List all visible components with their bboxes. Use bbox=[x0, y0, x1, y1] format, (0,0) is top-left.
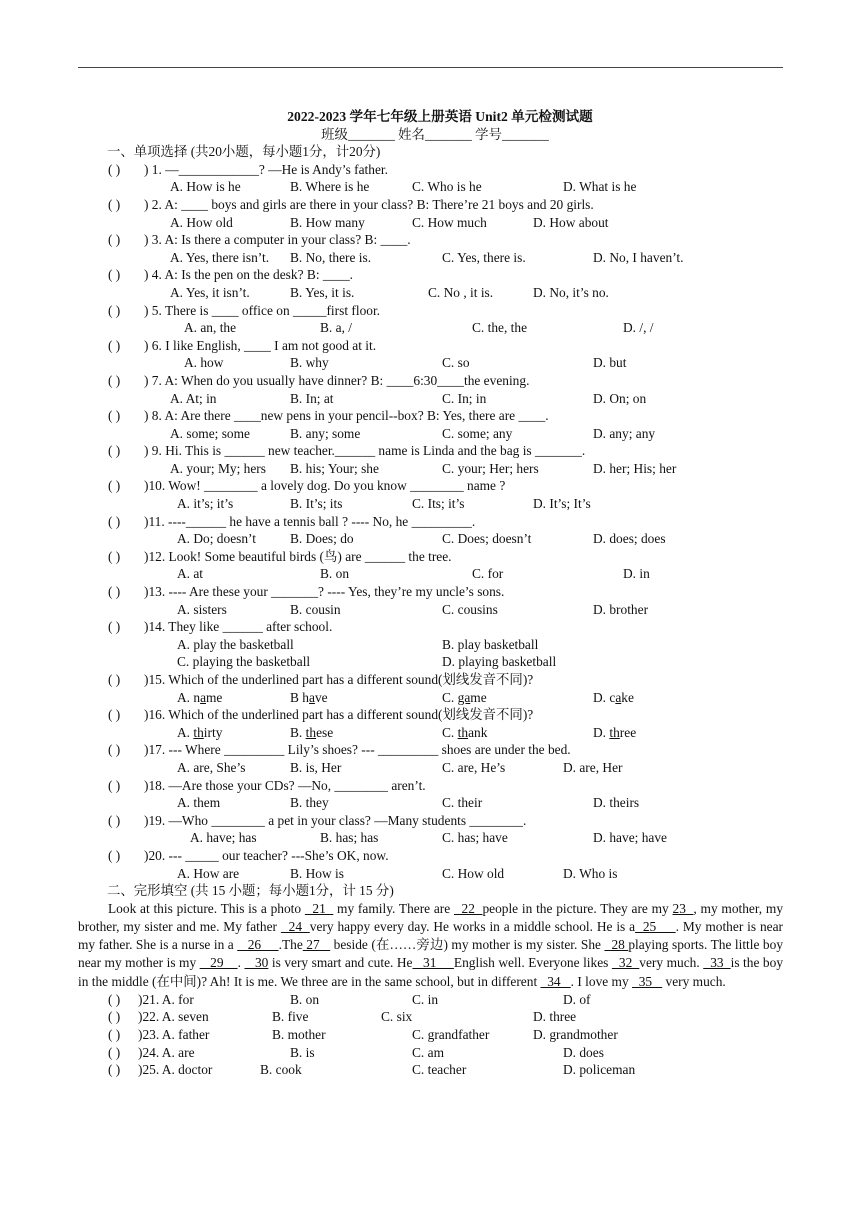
option[interactable]: C. Its; it’s bbox=[412, 496, 465, 512]
question-stem: ) 9. Hi. This is ______ new teacher.______ name is Linda and the bag is _______. bbox=[144, 443, 586, 459]
option[interactable]: )25. A. doctor bbox=[138, 1062, 213, 1078]
option[interactable]: A. have; has bbox=[190, 830, 257, 846]
option[interactable]: A. are, She’s bbox=[177, 759, 246, 775]
option[interactable] bbox=[593, 724, 636, 742]
cloze-blank: 31 bbox=[412, 955, 454, 971]
cloze-blank: 29 bbox=[199, 955, 238, 971]
option[interactable]: C. for bbox=[472, 566, 504, 582]
cloze-question-list bbox=[0, 991, 860, 1079]
question-4 bbox=[0, 266, 860, 284]
option[interactable]: C. teacher bbox=[412, 1062, 467, 1078]
option[interactable]: C. No , it is. bbox=[428, 284, 494, 300]
exam-page bbox=[0, 108, 860, 1079]
question-15-options bbox=[0, 689, 860, 707]
question-stem: ) 8. A: Are there ____new pens in your pencil--box? B: Yes, there are ____. bbox=[144, 408, 549, 424]
question-18-options bbox=[0, 794, 860, 812]
cloze-blank: 35 bbox=[632, 973, 663, 989]
underlined-letters: th bbox=[609, 724, 620, 740]
underlined-letters: a bbox=[200, 689, 207, 705]
option[interactable]: D. How about bbox=[533, 214, 609, 230]
option[interactable] bbox=[290, 689, 328, 707]
answer-paren[interactable]: ( ) bbox=[108, 847, 121, 863]
underlined-letters: a bbox=[615, 689, 622, 705]
cloze-question-21 bbox=[0, 991, 860, 1009]
answer-paren[interactable]: ( ) bbox=[108, 337, 121, 353]
cloze-blank: 33 bbox=[703, 955, 731, 971]
passage-text: playing sports. The little boy near my mother is my bbox=[78, 937, 784, 971]
option[interactable]: B. on bbox=[290, 991, 320, 1007]
question-stem: )19. —Who ________ a pet in your class? —Many students ________. bbox=[144, 812, 527, 828]
cloze-blank: 30 bbox=[244, 955, 269, 971]
question-11-options bbox=[0, 530, 860, 548]
option[interactable]: D. What is he bbox=[563, 179, 637, 195]
question-17-options bbox=[0, 759, 860, 777]
question-1 bbox=[0, 161, 860, 179]
option[interactable]: C. the, the bbox=[472, 320, 528, 336]
option[interactable]: B. is, Her bbox=[290, 759, 342, 775]
cloze-blank: 32 bbox=[611, 955, 640, 971]
option-text: A. n bbox=[177, 689, 201, 705]
option[interactable]: B. mother bbox=[272, 1026, 326, 1042]
section-2-heading: 二、完形填空 (共 15 小题；每小题1分，计 15 分) bbox=[107, 883, 394, 899]
question-20 bbox=[0, 847, 860, 865]
option[interactable]: A. how bbox=[184, 355, 224, 371]
option[interactable]: D. but bbox=[593, 355, 627, 371]
option[interactable]: C. their bbox=[442, 795, 483, 811]
answer-paren[interactable]: ( ) bbox=[108, 513, 121, 529]
question-2-options bbox=[0, 214, 860, 232]
cloze-question-25 bbox=[0, 1061, 860, 1079]
passage-text: people in the picture. They are my bbox=[482, 900, 673, 916]
question-20-options bbox=[0, 865, 860, 883]
question-14-options-row-2 bbox=[0, 653, 860, 671]
cloze-blank: 27 bbox=[302, 937, 331, 953]
option[interactable]: D. are, Her bbox=[563, 759, 623, 775]
option[interactable] bbox=[177, 689, 222, 707]
passage-text: .The bbox=[278, 937, 303, 953]
question-6-options bbox=[0, 354, 860, 372]
question-5-options bbox=[0, 319, 860, 337]
option[interactable]: C. How old bbox=[442, 865, 505, 881]
option[interactable]: B. No, there is. bbox=[290, 249, 372, 265]
option[interactable]: D. any; any bbox=[593, 425, 656, 441]
question-8 bbox=[0, 407, 860, 425]
option[interactable]: B. his; Your; she bbox=[290, 460, 379, 476]
option-text: ve bbox=[314, 689, 328, 705]
question-stem: ) 6. I like English, ____ I am not good at it. bbox=[144, 337, 377, 353]
question-9 bbox=[0, 442, 860, 460]
question-19 bbox=[0, 812, 860, 830]
option[interactable]: A. play the basketball bbox=[177, 636, 294, 652]
option[interactable] bbox=[442, 689, 487, 707]
answer-paren[interactable]: ( ) bbox=[108, 232, 121, 248]
option[interactable]: D. does; does bbox=[593, 531, 666, 547]
question-stem: ) 1. —____________? —He is Andy’s father. bbox=[144, 161, 388, 177]
option-text: ese bbox=[316, 724, 334, 740]
question-13 bbox=[0, 583, 860, 601]
cloze-passage bbox=[78, 900, 783, 991]
option[interactable]: A. How are bbox=[177, 865, 240, 881]
answer-paren[interactable]: ( ) bbox=[108, 408, 121, 424]
passage-text: very much. bbox=[639, 955, 704, 971]
passage-text: English well. Everyone likes bbox=[453, 955, 612, 971]
question-3 bbox=[0, 231, 860, 249]
option[interactable] bbox=[593, 689, 634, 707]
option[interactable]: B. why bbox=[290, 355, 329, 371]
student-info-line: 班级_______ 姓名_______ 学号_______ bbox=[321, 126, 549, 142]
option[interactable]: A. Yes, there isn’t. bbox=[170, 249, 270, 265]
question-stem: ) 3. A: Is there a computer in your class? B: ____. bbox=[144, 232, 411, 248]
question-8-options bbox=[0, 425, 860, 443]
option[interactable]: B. any; some bbox=[290, 425, 361, 441]
option-text: C. bbox=[442, 689, 458, 705]
option[interactable]: D. her; His; her bbox=[593, 460, 677, 476]
question-stem: ) 2. A: ____ boys and girls are there in your class? B: There’re 21 boys and 20 girls. bbox=[144, 196, 594, 212]
question-4-options bbox=[0, 284, 860, 302]
option-text: B h bbox=[290, 689, 309, 705]
multiple-choice-list bbox=[0, 161, 860, 882]
question-stem: )15. Which of the underlined part has a different sound(划线发音不同)? bbox=[144, 672, 534, 687]
answer-paren[interactable]: ( ) bbox=[108, 991, 121, 1007]
option[interactable]: C. How much bbox=[412, 214, 487, 230]
answer-paren[interactable]: ( ) bbox=[108, 812, 121, 828]
option[interactable]: A. How old bbox=[170, 214, 233, 230]
option-text: D. c bbox=[593, 689, 616, 705]
question-stem: )14. They like ______ after school. bbox=[144, 619, 333, 635]
option[interactable]: B. is bbox=[290, 1044, 315, 1060]
question-14-options-row-1 bbox=[0, 636, 860, 654]
answer-paren[interactable]: ( ) bbox=[108, 443, 121, 459]
option[interactable]: B. Does; do bbox=[290, 531, 354, 547]
question-stem: )17. --- Where _________ Lily’s shoes? --- _________ shoes are under the bed. bbox=[144, 742, 571, 758]
question-stem: ) 4. A: Is the pen on the desk? B: ____. bbox=[144, 267, 354, 283]
answer-paren[interactable]: ( ) bbox=[108, 1009, 121, 1025]
question-12-options bbox=[0, 565, 860, 583]
option[interactable]: D. brother bbox=[593, 601, 649, 617]
option[interactable]: B. Yes, it is. bbox=[290, 284, 355, 300]
option[interactable]: B. cook bbox=[260, 1062, 302, 1078]
option[interactable]: D. No, I haven’t. bbox=[593, 249, 684, 265]
option[interactable]: B. has; has bbox=[320, 830, 379, 846]
answer-paren[interactable]: ( ) bbox=[108, 1026, 121, 1042]
option[interactable]: A. your; My; hers bbox=[170, 460, 266, 476]
option[interactable]: D. policeman bbox=[563, 1062, 636, 1078]
question-12 bbox=[0, 548, 860, 566]
option[interactable]: A. How is he bbox=[170, 179, 241, 195]
answer-paren[interactable]: ( ) bbox=[108, 672, 121, 687]
option[interactable]: D. /, / bbox=[623, 320, 654, 336]
answer-paren[interactable]: ( ) bbox=[108, 1044, 121, 1060]
question-stem: )10. Wow! ________ a lovely dog. Do you know ________ name ? bbox=[144, 478, 506, 494]
passage-text: , my mother, my brother, my sister and me. My father bbox=[78, 900, 784, 934]
option[interactable]: B. a, / bbox=[320, 320, 352, 336]
question-16 bbox=[0, 706, 860, 724]
option[interactable]: D. No, it’s no. bbox=[533, 284, 609, 300]
passage-text: . My mother is near my father. She is a nurse in a bbox=[78, 918, 784, 953]
answer-paren[interactable]: ( ) bbox=[108, 161, 121, 177]
option[interactable]: B. In; at bbox=[290, 390, 334, 406]
option[interactable] bbox=[442, 724, 487, 742]
passage-text: is the boy in the middle (在中间)? Ah! It is me. We three are in the same school, but in different bbox=[78, 955, 784, 989]
option[interactable]: C. cousins bbox=[442, 601, 498, 617]
option-text: me bbox=[206, 689, 223, 705]
option[interactable]: A. some; some bbox=[170, 425, 250, 441]
option[interactable]: A. Yes, it isn’t. bbox=[170, 284, 250, 300]
option[interactable]: B. five bbox=[272, 1009, 309, 1025]
option[interactable]: A. an, the bbox=[184, 320, 237, 336]
question-5 bbox=[0, 302, 860, 320]
option[interactable]: C. has; have bbox=[442, 830, 508, 846]
option[interactable]: B. cousin bbox=[290, 601, 341, 617]
question-19-options bbox=[0, 829, 860, 847]
answer-paren[interactable]: ( ) bbox=[108, 619, 121, 635]
cloze-blank: 22 bbox=[453, 900, 483, 916]
option[interactable]: )21. A. for bbox=[138, 991, 194, 1007]
question-stem: )16. Which of the underlined part has a different sound(划线发音不同)? bbox=[144, 707, 534, 723]
passage-text: very happy every day. He works in a middle school. He is a bbox=[309, 918, 636, 934]
option-text: A. bbox=[177, 724, 194, 740]
option-text: ree bbox=[619, 724, 637, 740]
option[interactable]: A. Do; doesn’t bbox=[177, 531, 256, 547]
option[interactable]: C. Does; doesn’t bbox=[442, 531, 532, 547]
option[interactable]: B. It’s; its bbox=[290, 496, 343, 512]
underlined-letters: a bbox=[308, 689, 315, 705]
cloze-blank: 24 bbox=[280, 918, 310, 934]
option[interactable]: A. at bbox=[177, 566, 204, 582]
passage-text: very much. bbox=[662, 973, 726, 989]
option-text: B. bbox=[290, 724, 306, 740]
cloze-blank: 34 bbox=[540, 973, 571, 989]
option-text: ank bbox=[468, 724, 488, 740]
option[interactable]: D. playing basketball bbox=[442, 654, 557, 670]
option[interactable] bbox=[177, 724, 222, 742]
option[interactable]: C. in bbox=[412, 991, 439, 1007]
answer-paren[interactable]: ( ) bbox=[108, 777, 121, 793]
option[interactable]: C. grandfather bbox=[412, 1026, 490, 1042]
option-text: irty bbox=[203, 724, 223, 740]
option-text: me bbox=[470, 689, 487, 705]
passage-text: Look at this picture. This is a photo bbox=[108, 900, 305, 916]
option[interactable]: D. grandmother bbox=[533, 1026, 618, 1042]
option[interactable]: C. am bbox=[412, 1044, 444, 1060]
option[interactable]: B. How is bbox=[290, 865, 344, 881]
underlined-letters: th bbox=[193, 724, 204, 740]
question-18 bbox=[0, 777, 860, 795]
question-13-options bbox=[0, 601, 860, 619]
question-stem: )12. Look! Some beautiful birds (鸟) are ______ the tree. bbox=[144, 548, 452, 564]
underlined-letters: th bbox=[305, 724, 317, 740]
option[interactable]: B. Where is he bbox=[290, 179, 370, 195]
passage-text: my family. There are bbox=[333, 900, 454, 916]
option[interactable]: D. Who is bbox=[563, 865, 618, 881]
answer-paren[interactable]: ( ) bbox=[108, 584, 121, 600]
exam-title: 2022-2023 学年七年级上册英语 Unit2 单元检测试题 bbox=[287, 109, 593, 124]
question-15 bbox=[0, 671, 860, 689]
option[interactable]: C. are, He’s bbox=[442, 759, 506, 775]
option[interactable]: A. them bbox=[177, 795, 221, 811]
option[interactable]: D. On; on bbox=[593, 390, 647, 406]
cloze-question-22 bbox=[0, 1008, 860, 1026]
question-stem: )11. ----______ he have a tennis ball ? ---- No, he _________. bbox=[144, 513, 476, 529]
option[interactable]: A. At; in bbox=[170, 390, 217, 406]
option[interactable]: D. of bbox=[563, 991, 591, 1007]
question-3-options bbox=[0, 249, 860, 267]
option[interactable]: C. playing the basketball bbox=[177, 654, 311, 670]
question-stem: )18. —Are those your CDs? —No, ________ aren’t. bbox=[144, 777, 426, 793]
cloze-question-24 bbox=[0, 1044, 860, 1062]
option[interactable]: D. theirs bbox=[593, 795, 640, 811]
cloze-question-23 bbox=[0, 1026, 860, 1044]
cloze-blank: 28 bbox=[604, 937, 629, 953]
question-10 bbox=[0, 477, 860, 495]
option[interactable]: C. Who is he bbox=[412, 179, 482, 195]
question-2 bbox=[0, 196, 860, 214]
option[interactable]: C. six bbox=[381, 1009, 413, 1025]
top-rule bbox=[78, 67, 783, 68]
option[interactable]: D. It’s; It’s bbox=[533, 496, 591, 512]
passage-text: beside (在……旁边) my mother is my sister. She bbox=[330, 937, 605, 953]
question-16-options bbox=[0, 724, 860, 742]
option[interactable]: D. in bbox=[623, 566, 650, 582]
answer-paren[interactable]: ( ) bbox=[108, 302, 121, 318]
cloze-blank: 23 bbox=[672, 900, 694, 916]
option[interactable]: C. In; in bbox=[442, 390, 487, 406]
underlined-letters: ga bbox=[457, 689, 471, 705]
question-6 bbox=[0, 337, 860, 355]
option[interactable]: A. it’s; it’s bbox=[177, 496, 234, 512]
answer-paren[interactable]: ( ) bbox=[108, 267, 121, 283]
option[interactable]: )22. A. seven bbox=[138, 1009, 209, 1025]
option[interactable] bbox=[290, 724, 333, 742]
answer-paren[interactable]: ( ) bbox=[108, 742, 121, 758]
option[interactable]: D. have; have bbox=[593, 830, 667, 846]
question-10-options bbox=[0, 495, 860, 513]
option[interactable]: C. some; any bbox=[442, 425, 513, 441]
answer-paren[interactable]: ( ) bbox=[108, 372, 121, 388]
option[interactable]: C. your; Her; hers bbox=[442, 460, 539, 476]
answer-paren[interactable]: ( ) bbox=[108, 707, 121, 723]
option[interactable]: C. Yes, there is. bbox=[442, 249, 526, 265]
option[interactable]: D. three bbox=[533, 1009, 577, 1025]
question-stem: ) 7. A: When do you usually have dinner? B: ____6:30____the evening. bbox=[144, 372, 530, 388]
question-stem: )13. ---- Are these your _______? ---- Yes, they’re my uncle’s sons. bbox=[144, 584, 505, 600]
passage-text: . I love my bbox=[570, 973, 633, 989]
question-11 bbox=[0, 513, 860, 531]
option[interactable]: B. they bbox=[290, 795, 329, 811]
cloze-blank: 26 bbox=[237, 937, 279, 953]
passage-text: is very smart and cute. He bbox=[268, 955, 413, 971]
option[interactable]: B. on bbox=[320, 566, 350, 582]
question-14 bbox=[0, 618, 860, 636]
option-text: D. bbox=[593, 724, 610, 740]
question-7 bbox=[0, 372, 860, 390]
section-1-heading: 一、单项选择 (共20小题，每小题1分，计20分) bbox=[107, 144, 381, 160]
question-7-options bbox=[0, 390, 860, 408]
underlined-letters: th bbox=[457, 724, 469, 740]
cloze-blank: 21 bbox=[304, 900, 334, 916]
option[interactable]: B. How many bbox=[290, 214, 365, 230]
option[interactable]: )23. A. father bbox=[138, 1026, 210, 1042]
question-9-options bbox=[0, 460, 860, 478]
option[interactable]: )24. A. are bbox=[138, 1044, 195, 1060]
question-stem: ) 5. There is ____ office on _____first floor. bbox=[144, 302, 381, 318]
question-1-options bbox=[0, 178, 860, 196]
question-17 bbox=[0, 741, 860, 759]
question-stem: )20. --- _____ our teacher? ---She’s OK, now. bbox=[144, 847, 389, 863]
option[interactable]: C. so bbox=[442, 355, 470, 371]
cloze-blank: 25 bbox=[635, 918, 676, 934]
option-text: ke bbox=[621, 689, 634, 705]
option[interactable]: B. play basketball bbox=[442, 636, 539, 652]
answer-paren[interactable]: ( ) bbox=[108, 478, 121, 494]
cloze-passage-text bbox=[78, 900, 783, 991]
option-text: C. bbox=[442, 724, 458, 740]
answer-paren[interactable]: ( ) bbox=[108, 1062, 121, 1078]
option[interactable]: D. does bbox=[563, 1044, 604, 1060]
passage-text: . bbox=[237, 955, 245, 971]
option[interactable]: A. sisters bbox=[177, 601, 227, 617]
answer-paren[interactable]: ( ) bbox=[108, 196, 121, 212]
answer-paren[interactable]: ( ) bbox=[108, 548, 121, 564]
